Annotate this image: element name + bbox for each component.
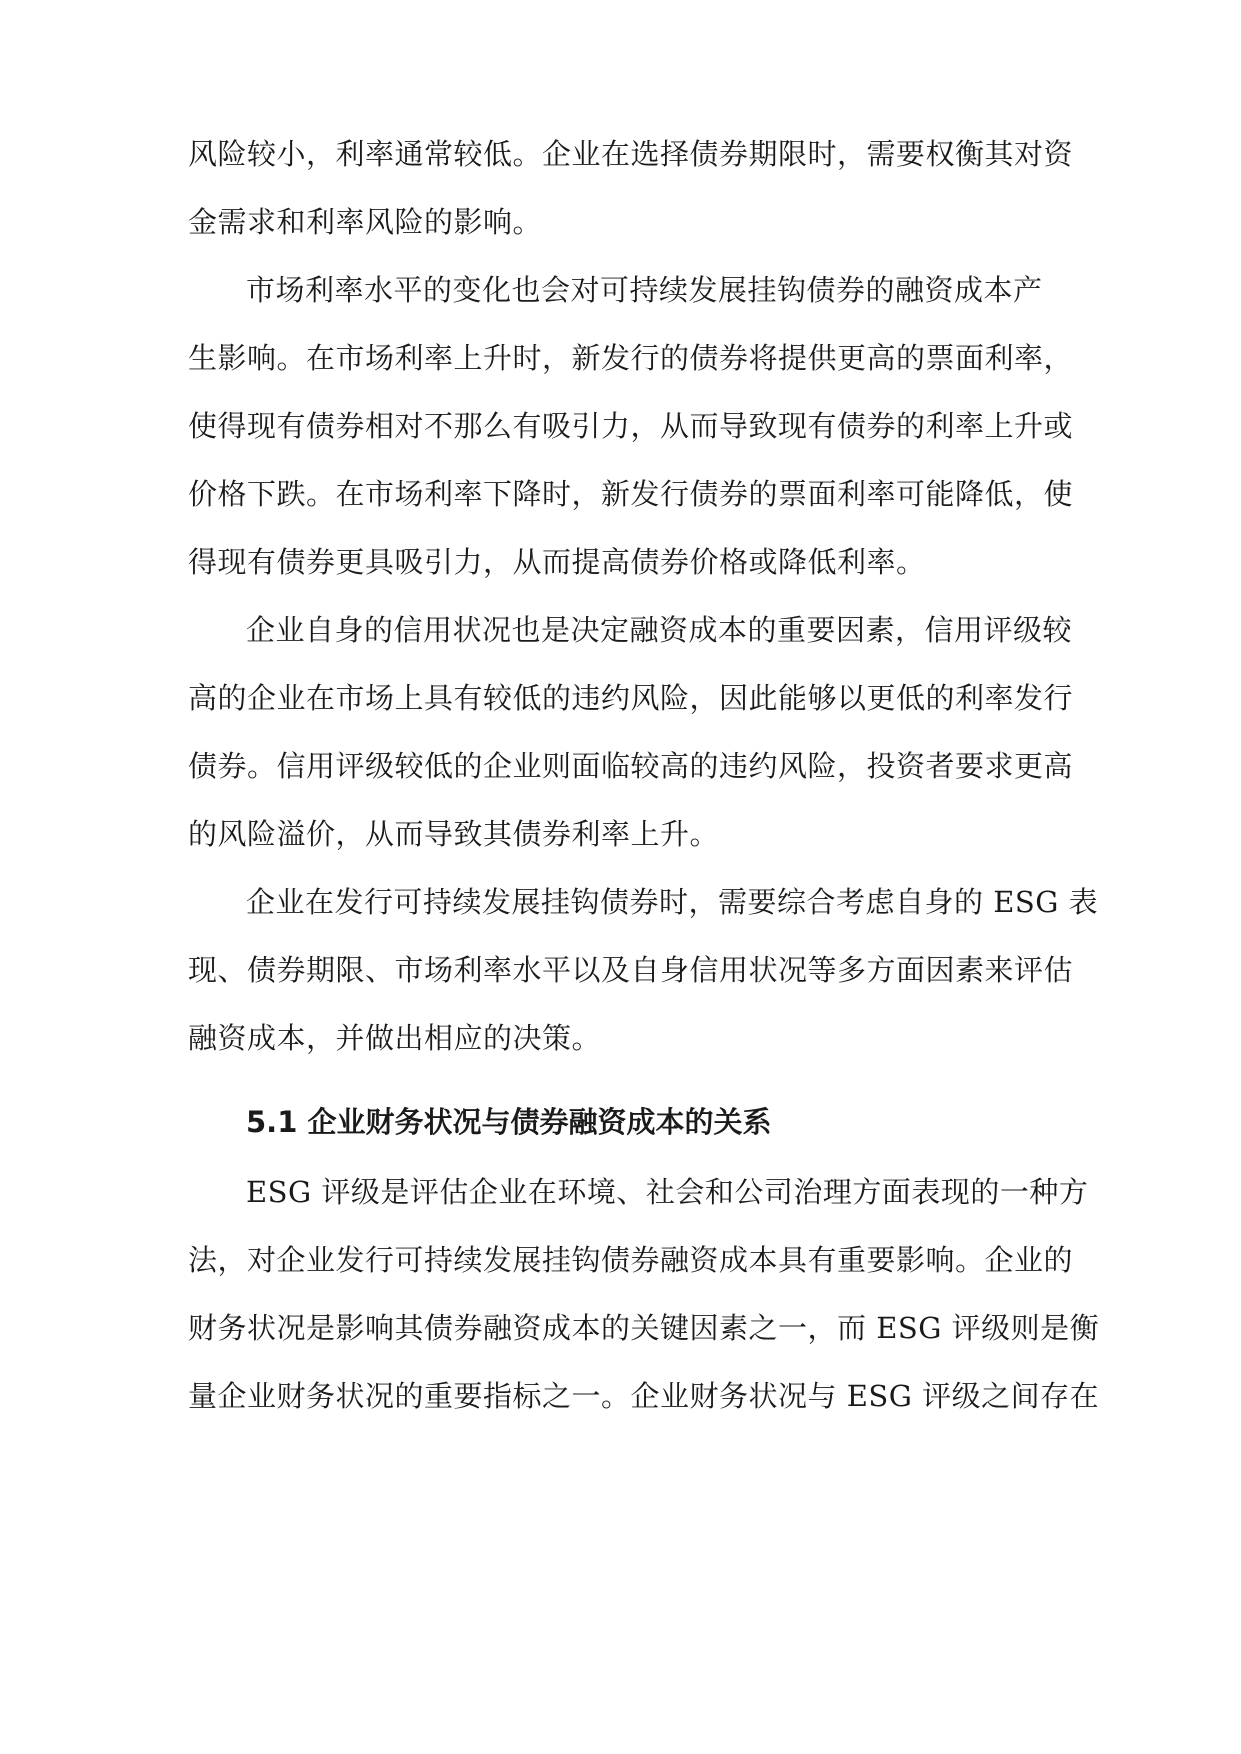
paragraph-line: 现、债券期限、市场利率水平以及自身信用状况等多方面因素来评估	[188, 953, 1074, 987]
paragraph-line: 得现有债券更具吸引力，从而提高债券价格或降低利率。	[188, 545, 926, 579]
paragraph-line: 金需求和利率风险的影响。	[188, 205, 543, 239]
paragraph-line: 企业自身的信用状况也是决定融资成本的重要因素，信用评级较	[246, 613, 1073, 647]
paragraph-line: 法，对企业发行可持续发展挂钩债券融资成本具有重要影响。企业的	[188, 1243, 1074, 1277]
paragraph-line: 的风险溢价，从而导致其债券利率上升。	[188, 817, 720, 851]
paragraph-line: 生影响。在市场利率上升时，新发行的债券将提供更高的票面利率，	[188, 341, 1074, 375]
paragraph-line: 债券。信用评级较低的企业则面临较高的违约风险，投资者要求更高	[188, 749, 1074, 783]
paragraph-line: 企业在发行可持续发展挂钩债券时，需要综合考虑自身的 ESG 表	[246, 885, 1099, 919]
paragraph-line: 价格下跌。在市场利率下降时，新发行债券的票面利率可能降低，使	[188, 477, 1074, 511]
paragraph-line: 市场利率水平的变化也会对可持续发展挂钩债券的融资成本产	[246, 273, 1043, 307]
paragraph-line: 使得现有债券相对不那么有吸引力，从而导致现有债券的利率上升或	[188, 409, 1074, 443]
section-heading: 5.1 企业财务状况与债券融资成本的关系	[246, 1105, 772, 1139]
paragraph-line: 高的企业在市场上具有较低的违约风险，因此能够以更低的利率发行	[188, 681, 1074, 715]
paragraph-line: 量企业财务状况的重要指标之一。企业财务状况与 ESG 评级之间存在	[188, 1379, 1100, 1413]
paragraph-line: 风险较小，利率通常较低。企业在选择债券期限时，需要权衡其对资	[188, 137, 1074, 171]
paragraph-line: ESG 评级是评估企业在环境、社会和公司治理方面表现的一种方	[246, 1175, 1089, 1209]
paragraph-line: 财务状况是影响其债券融资成本的关键因素之一，而 ESG 评级则是衡	[188, 1311, 1100, 1345]
paragraph-line: 融资成本，并做出相应的决策。	[188, 1021, 602, 1055]
